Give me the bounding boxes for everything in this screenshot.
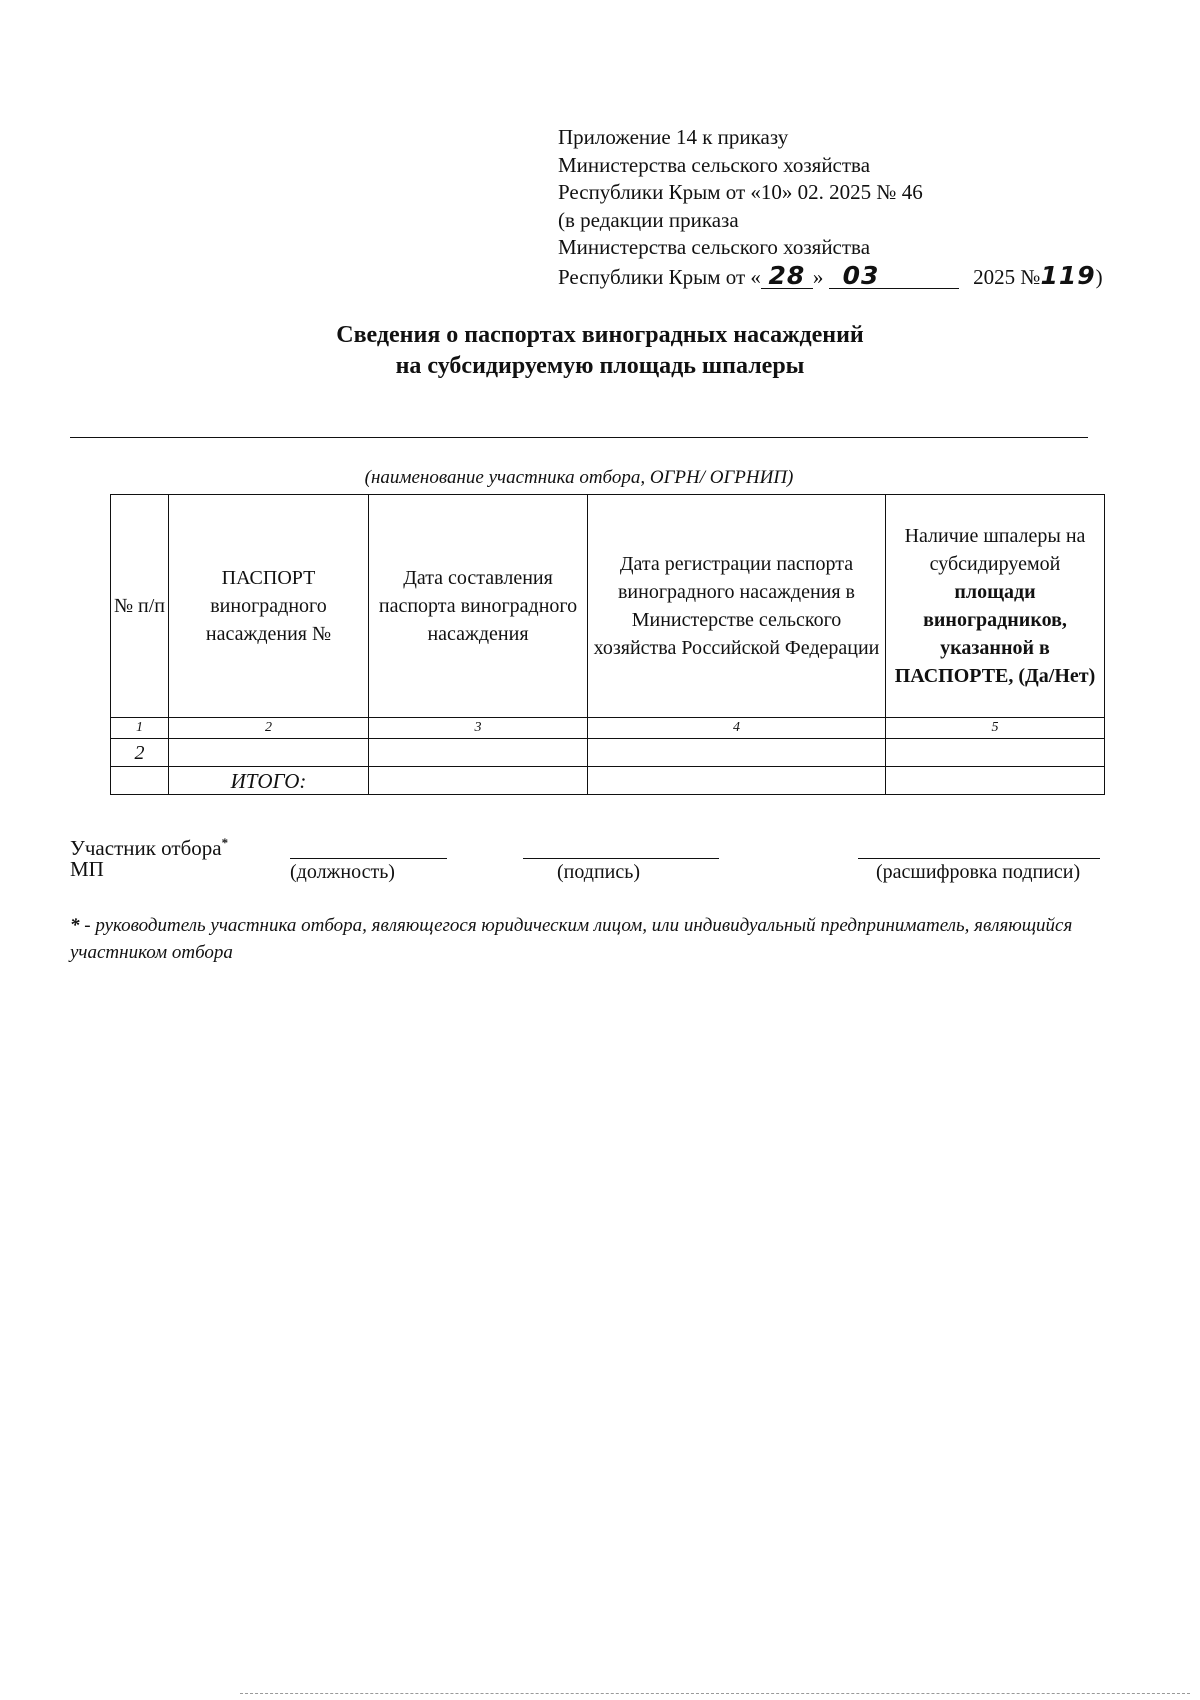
column-number: 4 (588, 718, 886, 739)
participant-star: * (221, 835, 229, 850)
total-cell[interactable] (588, 767, 886, 795)
title-line: Сведения о паспортах виноградных насаждений (336, 322, 864, 348)
column-header-compile-date: Дата составления паспорта виноградного насаждения (369, 495, 588, 718)
column-number-row (111, 718, 1105, 739)
amendment-day-field (761, 260, 813, 290)
appendix-line: Республики Крым от «10» 02. 2025 № 46 (558, 180, 923, 204)
footnote-text: - руководитель участника отбора, являющегося юридическим лицом, или индивидуальный предприниматель, являющийся участником отбора (70, 915, 1073, 963)
table-cell[interactable] (886, 739, 1105, 767)
footnote-star: * (70, 915, 80, 936)
position-caption: (должность) (290, 861, 395, 883)
page-bottom-edge (240, 1693, 1190, 1694)
passports-table (110, 494, 1105, 795)
title-line: на субсидируемую площадь шпалеры (395, 353, 805, 379)
trellis-header-bold: площади виноградников, указанной в ПАСПОРТЕ, (Да/Нет) (894, 581, 1096, 687)
total-label: ИТОГО: (169, 767, 369, 795)
column-header-passport: ПАСПОРТ виноградного насаждения № (169, 495, 369, 718)
decoding-caption: (расшифровка подписи) (876, 861, 1081, 883)
appendix-line: Министерства сельского хозяйства (558, 235, 871, 259)
total-row (111, 767, 1105, 795)
participant-name-field[interactable] (70, 437, 1088, 438)
column-number: 3 (369, 718, 588, 739)
trellis-header-plain: Наличие шпалеры на субсидируемой (904, 525, 1086, 575)
amendment-day: 28 (768, 260, 806, 290)
page-title (180, 320, 1020, 382)
amendment-month-field (829, 260, 959, 290)
column-header-number: № п/п (111, 495, 169, 718)
column-header-registration-date: Дата регистрации паспорта виноградного насаждения в Министерстве сельского хозяйства Российской Федерации (588, 495, 886, 718)
signature-caption: (подпись) (557, 861, 641, 883)
amendment-prefix: Республики Крым от « (558, 264, 761, 289)
column-number: 5 (886, 718, 1105, 739)
column-header-trellis (886, 495, 1105, 718)
total-cell[interactable] (369, 767, 588, 795)
table-cell[interactable]: 2 (111, 739, 169, 767)
appendix-reference (558, 124, 1158, 291)
appendix-line: Приложение 14 к приказу (558, 125, 789, 149)
column-number: 1 (111, 718, 169, 739)
position-field[interactable] (290, 858, 447, 859)
table-cell[interactable] (369, 739, 588, 767)
signature-field[interactable] (523, 858, 719, 859)
total-cell[interactable] (886, 767, 1105, 795)
table-cell[interactable] (169, 739, 369, 767)
amendment-year-label: 2025 № (973, 264, 1041, 289)
amendment-month: 03 (842, 260, 880, 290)
decoding-field[interactable] (858, 858, 1100, 859)
stamp-label: МП (70, 857, 104, 881)
amendment-number: 119 (1040, 260, 1096, 290)
table-header-row (111, 495, 1105, 718)
table-cell[interactable] (588, 739, 886, 767)
participant-label-text: Участник отбора (70, 836, 222, 860)
appendix-line-amendment (558, 262, 1158, 292)
amendment-suffix: ) (1095, 264, 1103, 289)
amendment-quote: » (812, 264, 824, 289)
table-row (111, 739, 1105, 767)
appendix-line: Министерства сельского хозяйства (558, 152, 871, 177)
appendix-line: (в редакции приказа (558, 207, 739, 232)
participant-caption: (наименование участника отбора, ОГРН/ ОГРНИП) (364, 467, 794, 488)
total-cell (111, 767, 169, 795)
footnote (70, 912, 1110, 966)
column-number: 2 (169, 718, 369, 739)
